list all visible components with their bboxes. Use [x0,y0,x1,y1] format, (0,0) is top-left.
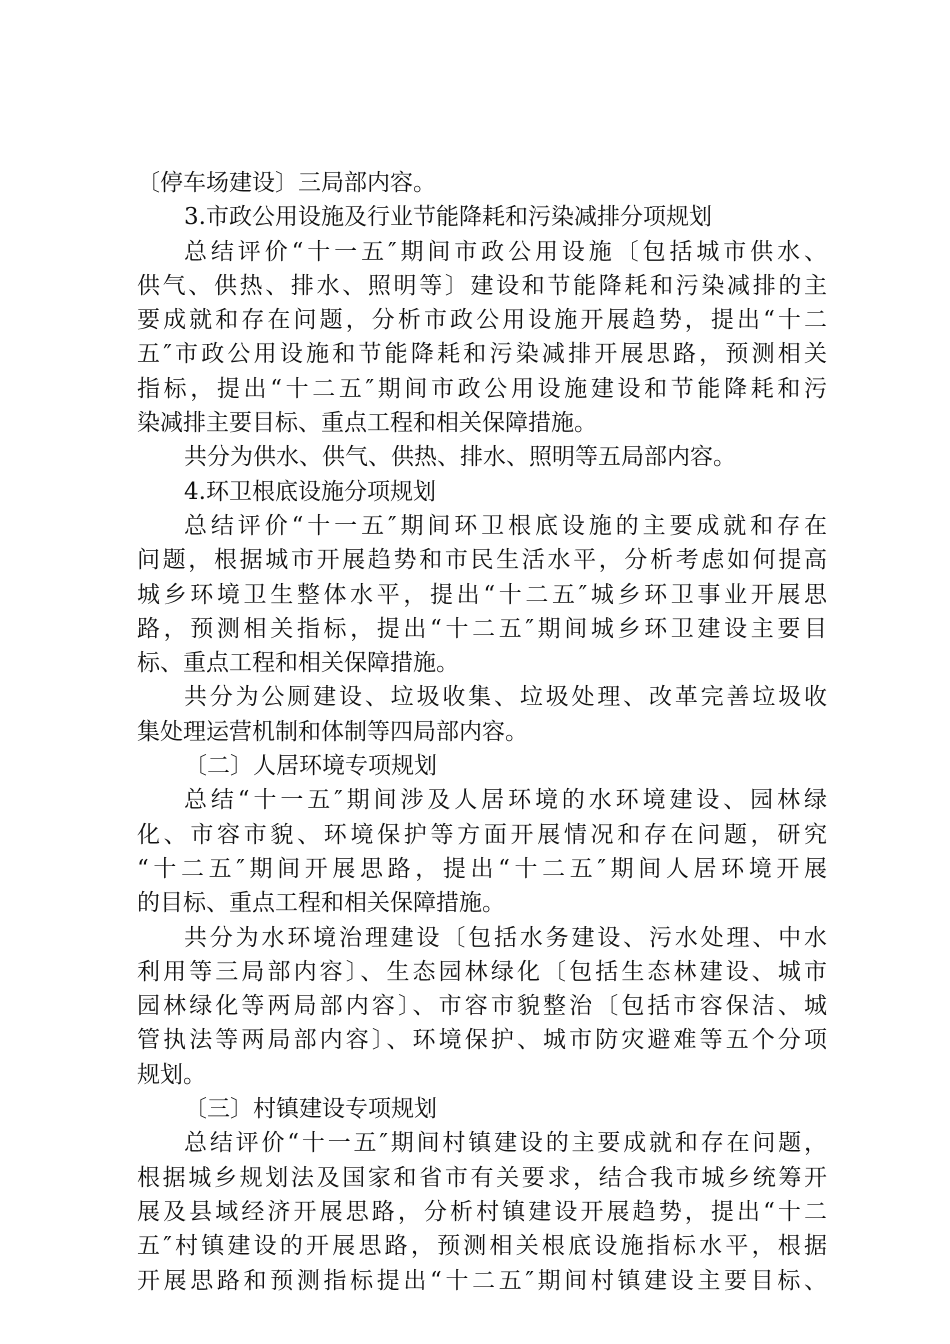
text-line: 〔二〕人居环境专项规划 [184,753,437,780]
text-line: 问题，根据城市开展趋势和市民生活水平，分析考虑如何提高 [137,547,827,574]
text-line: 五″村镇建设的开展思路，预测相关根底设施指标水平，根据 [137,1233,827,1260]
text-line: 集处理运营机制和体制等四局部内容。 [137,718,528,745]
text-line: 化、市容市貌、环境保护等方面开展情况和存在问题，研究 [137,821,827,848]
text-line: 利用等三局部内容〕、生态园林绿化〔包括生态林建设、城市 [137,958,827,985]
text-line: 总结评价“十一五″期间村镇建设的主要成就和存在问题， [184,1130,827,1157]
text-line: 的目标、重点工程和相关保障措施。 [137,890,505,917]
text-line: 〔三〕村镇建设专项规划 [184,1096,437,1123]
text-line: 根据城乡规划法及国家和省市有关要求，结合我市城乡统筹开 [137,1164,827,1191]
text-line: 供气、供热、排水、照明等〕建设和节能降耗和污染减排的主 [137,272,827,299]
text-line: 园林绿化等两局部内容〕、市容市貌整治〔包括市容保洁、城 [137,993,827,1020]
text-line: 染减排主要目标、重点工程和相关保障措施。 [137,410,597,437]
text-line: 五″市政公用设施和节能降耗和污染减排开展思路，预测相关 [137,341,827,368]
text-line: 总结评价“十一五″期间环卫根底设施的主要成就和存在 [184,512,827,539]
text-line: 共分为公厕建设、垃圾收集、垃圾处理、改革完善垃圾收 [184,684,827,711]
text-line: 总结“十一五″期间涉及人居环境的水环境建设、园林绿 [184,787,827,814]
text-line: 管执法等两局部内容〕、环境保护、城市防灾避难等五个分项 [137,1027,827,1054]
text-line: 标、重点工程和相关保障措施。 [137,650,459,677]
text-line: 指标，提出“十二五″期间市政公用设施建设和节能降耗和污 [137,375,827,402]
text-line: “十二五″期间开展思路，提出“十二五″期间人居环境开展 [137,855,827,882]
text-line: 3.市政公用设施及行业节能降耗和污染减排分项规划 [184,204,712,231]
text-line: 共分为供水、供气、供热、排水、照明等五局部内容。 [184,444,736,471]
text-line: 展及县域经济开展思路，分析村镇建设开展趋势，提出“十二 [137,1198,827,1225]
text-line: 路，预测相关指标，提出“十二五″期间城乡环卫建设主要目 [137,615,827,642]
text-line: 开展思路和预测指标提出“十二五″期间村镇建设主要目标、 [137,1267,827,1294]
text-line: 城乡环境卫生整体水平，提出“十二五″城乡环卫事业开展思 [137,581,827,608]
text-line: 4.环卫根底设施分项规划 [184,478,436,505]
text-line: 共分为水环境治理建设〔包括水务建设、污水处理、中水 [184,924,827,951]
text-line: 总结评价“十一五″期间市政公用设施〔包括城市供水、 [184,238,827,265]
text-line: 规划。 [137,1061,206,1088]
document-body [137,166,827,1298]
text-line: 〔停车场建设〕三局部内容。 [137,170,436,196]
text-line: 要成就和存在问题，分析市政公用设施开展趋势，提出“十二 [137,307,827,334]
